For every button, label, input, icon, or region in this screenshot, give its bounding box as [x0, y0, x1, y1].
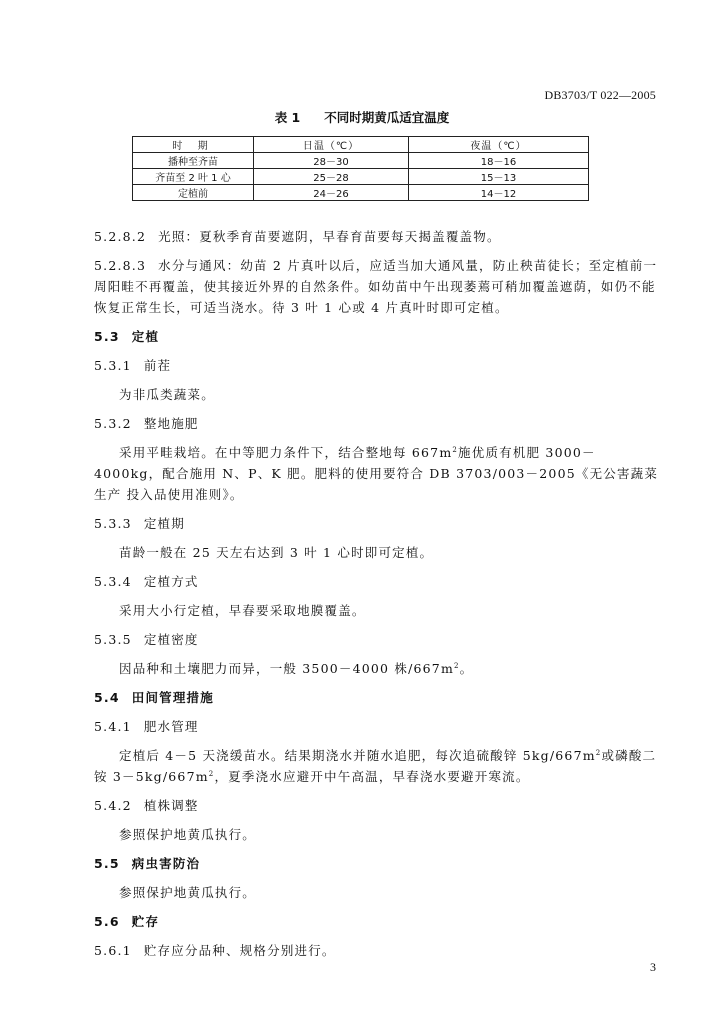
paragraph: [94, 442, 660, 505]
clause-number: 5.6.1: [94, 943, 132, 958]
section-title: 定植: [131, 329, 160, 344]
clause-text: 贮存应分品种、规格分别进行。: [143, 943, 336, 958]
clause-number: 5.4.2: [94, 798, 132, 813]
table-caption: [0, 108, 724, 126]
heading-5-3-1: [94, 355, 660, 376]
header-period: 时 期: [133, 137, 254, 153]
document-body: [94, 226, 660, 961]
page-number: 3: [650, 960, 656, 974]
clause-number: 5.4.1: [94, 719, 132, 734]
superscript: 2: [208, 769, 215, 778]
heading-5-3-2: [94, 413, 660, 434]
heading-5-4-1: [94, 716, 660, 737]
text-run: 或磷酸二铵 3－5kg/667m: [94, 748, 657, 784]
heading-5-3-5: [94, 629, 660, 650]
temperature-table: [132, 136, 589, 201]
clause-text: 光照：夏秋季育苗要遮阴，早春育苗要每天揭盖覆盖物。: [158, 229, 501, 244]
clause-5-6-1: [94, 940, 660, 961]
table-cell: 齐苗至 2 叶 1 心: [133, 169, 254, 185]
clause-title: 植株调整: [143, 798, 199, 813]
standard-code: DB3703/T 022—2005: [544, 88, 656, 102]
heading-5-5: [94, 853, 660, 874]
paragraph: 苗龄一般在 25 天左右达到 3 叶 1 心时即可定植。: [119, 545, 434, 560]
section-number: 5.4: [94, 690, 120, 705]
text-run: 定植后 4－5 天浇缓苗水。结果期浇水并随水追肥，每次追硫酸锌 5kg/667m: [119, 748, 596, 763]
clause-number: 5.2.8.2: [94, 229, 147, 244]
heading-5-3-3: [94, 513, 660, 534]
header-night-temp: 夜温（℃）: [409, 137, 589, 153]
heading-5-4-2: [94, 795, 660, 816]
section-title: 田间管理措施: [131, 690, 214, 705]
text-run: 施优质有机肥 3000－4000kg，配合施用 N、P、K 肥。肥料的使用要符合 DB 3703/003－2005《无公害蔬菜生产 投入品使用准则》。: [94, 445, 659, 502]
table-cell: 播种至齐苗: [133, 153, 254, 169]
clause-5-2-8-3: [94, 255, 660, 318]
clause-title: 肥水管理: [143, 719, 199, 734]
section-number: 5.5: [94, 856, 120, 871]
paragraph: 采用大小行定植，早春要采取地膜覆盖。: [119, 603, 366, 618]
paragraph: 参照保护地黄瓜执行。: [119, 885, 257, 900]
superscript: 2: [454, 661, 460, 670]
clause-number: 5.3.3: [94, 516, 132, 531]
superscript: 2: [595, 748, 602, 757]
table-cell: 15－13: [409, 169, 589, 185]
table-title: 不同时期黄瓜适宜温度: [324, 110, 450, 125]
table-number: 表 1: [274, 110, 301, 125]
section-title: 病虫害防治: [131, 856, 201, 871]
text-run: 。: [459, 661, 474, 676]
table-cell: 28－30: [254, 153, 409, 169]
clause-title: 整地施肥: [143, 416, 199, 431]
clause-5-2-8-2: [94, 226, 660, 247]
paragraph: [94, 745, 660, 787]
table-header-row: [133, 137, 589, 153]
text-run: ，夏季浇水应避开中午高温，早春浇水要避开寒流。: [214, 769, 530, 784]
table-cell: 24－26: [254, 185, 409, 201]
table-cell: 定植前: [133, 185, 254, 201]
clause-title: 定植方式: [143, 574, 199, 589]
table-cell: 25－28: [254, 169, 409, 185]
section-title: 贮存: [131, 914, 160, 929]
paragraph: 为非瓜类蔬菜。: [119, 387, 215, 402]
heading-5-3-4: [94, 571, 660, 592]
clause-title: 定植期: [143, 516, 185, 531]
heading-5-6: [94, 911, 660, 932]
table-cell: 14－12: [409, 185, 589, 201]
clause-number: 5.3.2: [94, 416, 132, 431]
header-day-temp: 日温（℃）: [254, 137, 409, 153]
table-cell: 18－16: [409, 153, 589, 169]
clause-title: 前茬: [143, 358, 172, 373]
table-row: [133, 169, 589, 185]
paragraph: 参照保护地黄瓜执行。: [119, 827, 257, 842]
text-run: 因品种和土壤肥力而异，一般 3500－4000 株/667m: [119, 661, 454, 676]
table-row: [133, 185, 589, 201]
heading-5-3: [94, 326, 660, 347]
text-run: 采用平畦栽培。在中等肥力条件下，结合整地每 667m: [119, 445, 453, 460]
heading-5-4: [94, 687, 660, 708]
clause-title: 定植密度: [143, 632, 199, 647]
clause-number: 5.3.4: [94, 574, 132, 589]
section-number: 5.6: [94, 914, 120, 929]
clause-number: 5.2.8.3: [94, 258, 147, 273]
table-row: [133, 153, 589, 169]
superscript: 2: [452, 445, 459, 454]
clause-number: 5.3.5: [94, 632, 132, 647]
clause-text: 水分与通风：幼苗 2 片真叶以后，应适当加大通风量，防止秧苗徒长；至定植前一周阳畦不再覆盖，使其接近外界的自然条件。如幼苗中午出现萎蔫可稍加覆盖遮荫，如仍不能恢复正常生长，可适当浇水。待 3 叶 1 心或 4 片真叶时即可定植。: [94, 258, 658, 315]
section-number: 5.3: [94, 329, 120, 344]
clause-number: 5.3.1: [94, 358, 132, 373]
paragraph: [94, 658, 660, 679]
